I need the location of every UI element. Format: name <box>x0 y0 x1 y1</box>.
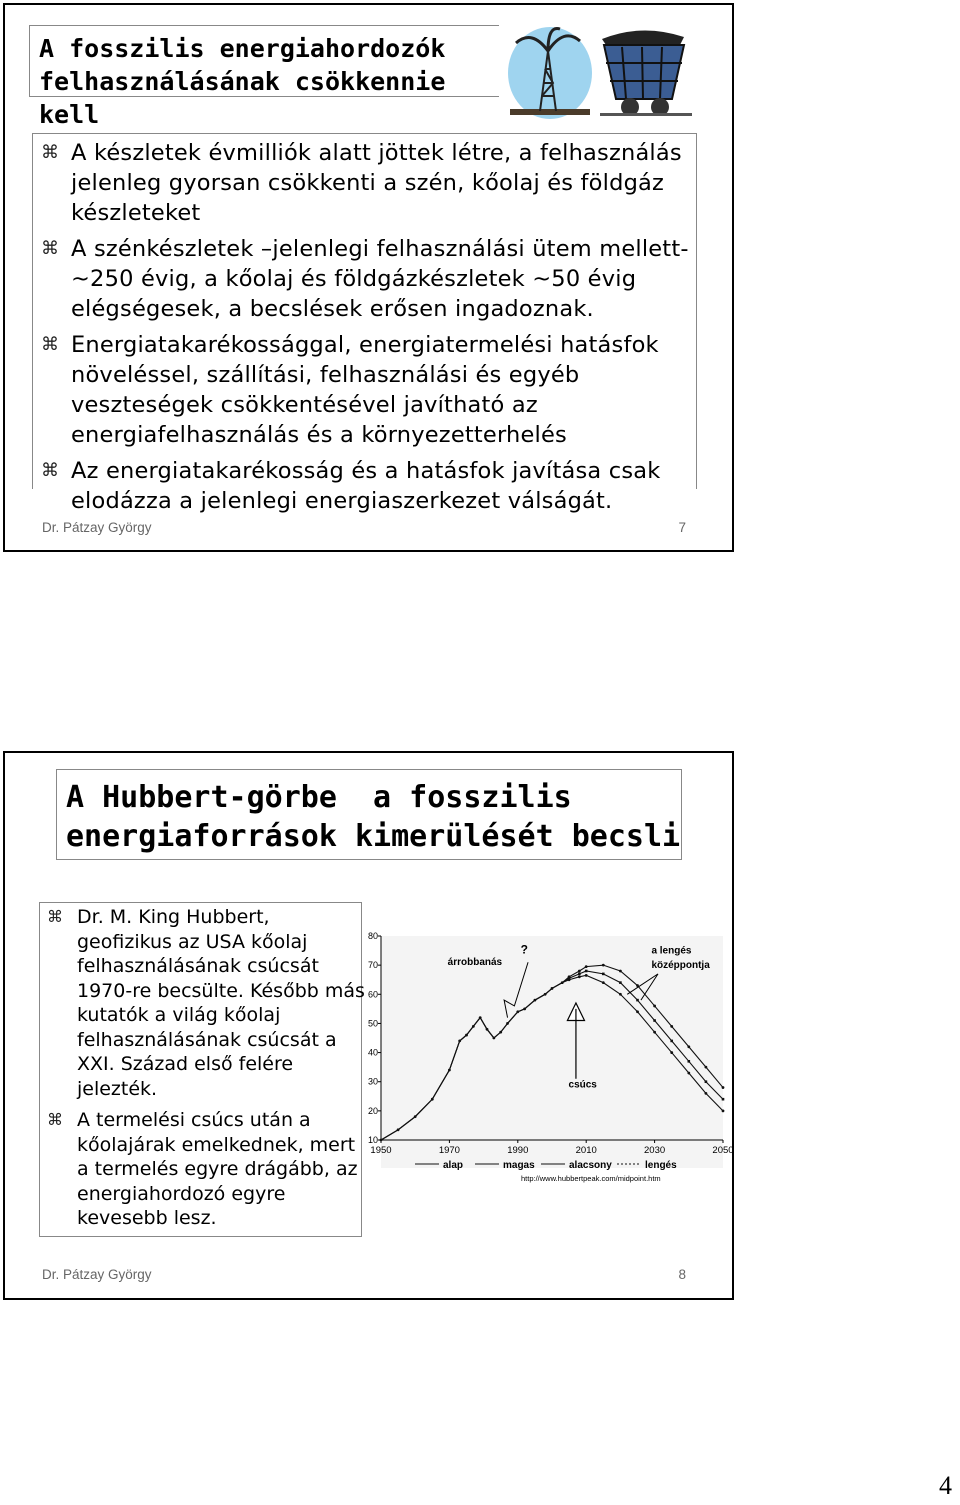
bullet-text: Energiatakarékossággal, energiatermelési hatásfok növeléssel, szállítási, felhasználási és egyéb veszteségek csökkentésével javítható az energiafelhasználás és a környezetterhelés <box>71 332 659 448</box>
x-tick-label: 1970 <box>438 1145 460 1156</box>
legend-label: alacsony <box>569 1160 612 1171</box>
data-point <box>602 981 605 984</box>
slide-title-line-2: energiaforrások kimerülését becsli <box>66 819 681 854</box>
data-point <box>653 1005 656 1008</box>
footer-author: Dr. Pátzay György <box>42 1267 152 1282</box>
legend-label: magas <box>503 1160 535 1171</box>
data-point <box>722 1086 725 1089</box>
slide-title <box>29 25 499 129</box>
bullet-text: A szénkészletek –jelenlegi felhasználási ütem mellett- ~250 évig, a kőolaj és földgázkészletek ~50 évig elégségesek, a becslések erősen ingadoznak. <box>71 236 689 322</box>
command-key-icon: ⌘ <box>41 460 60 481</box>
coal-cart-icon <box>600 30 692 116</box>
command-key-icon: ⌘ <box>47 1110 63 1129</box>
bullet-item <box>41 456 721 516</box>
data-point <box>619 970 622 973</box>
x-tick-label: 1990 <box>507 1145 529 1156</box>
y-tick-label: 70 <box>367 960 378 971</box>
y-tick-label: 60 <box>367 989 378 1000</box>
data-point <box>722 1098 725 1101</box>
oil-and-coal-illustration <box>502 21 702 121</box>
slide-title-line-2: felhasználásának csökkennie kell <box>39 67 446 129</box>
data-point <box>578 970 581 973</box>
data-point <box>687 1072 690 1075</box>
slide-title <box>56 769 682 860</box>
x-tick-label: 2030 <box>644 1145 666 1156</box>
data-point <box>705 1080 708 1083</box>
command-key-icon: ⌘ <box>41 238 60 259</box>
bullet-text: Dr. M. King Hubbert, geofizikus az USA kőolaj felhasználásának csúcsát 1970-re becsülte. Később más kutatók a világ kőolaj felhasználásának csúcsát a XXI. Század első felére jelezték. <box>77 906 365 1100</box>
x-tick-label: 2050 <box>712 1145 734 1156</box>
bullet-list <box>47 905 367 1238</box>
footer-author: Dr. Pátzay György <box>42 520 152 535</box>
data-point <box>687 1045 690 1048</box>
data-point <box>636 999 639 1002</box>
data-point <box>585 970 588 973</box>
footer-slide-number: 7 <box>678 520 686 535</box>
data-point <box>619 993 622 996</box>
annotation-label: árrobbanás <box>447 957 503 969</box>
legend-label: alap <box>443 1160 464 1171</box>
data-point <box>653 1031 656 1034</box>
command-key-icon: ⌘ <box>47 907 63 926</box>
annotation-label: ? <box>520 942 528 957</box>
slide-8 <box>3 751 734 1300</box>
y-tick-label: 40 <box>367 1047 378 1058</box>
bullet-item <box>47 905 367 1101</box>
command-key-icon: ⌘ <box>41 142 60 163</box>
bullet-item <box>41 234 721 324</box>
y-tick-label: 50 <box>367 1018 378 1029</box>
data-point <box>653 1019 656 1022</box>
data-point <box>705 1092 708 1095</box>
data-point <box>568 975 571 978</box>
bullet-text: A készletek évmilliók alatt jöttek létre, a felhasználás jelenleg gyorsan csökkenti a szén, kőolaj és földgáz készleteket <box>71 140 682 226</box>
data-point <box>705 1066 708 1069</box>
slide-title-line-1: A Hubbert-görbe a fosszilis <box>66 780 572 815</box>
data-point <box>602 973 605 976</box>
data-point <box>670 1040 673 1043</box>
y-tick-label: 10 <box>367 1135 378 1145</box>
data-point <box>670 1051 673 1054</box>
hubbert-curve-chart <box>363 928 738 1193</box>
x-tick-label: 1950 <box>370 1145 392 1156</box>
data-point <box>585 965 588 968</box>
bullet-text: A termelési csúcs után a kőolajárak emelkednek, mert a termelés egyre drágább, az energiahordozó egyre kevesebb lesz. <box>77 1109 358 1229</box>
page-number: 4 <box>939 1471 952 1500</box>
bullet-item <box>47 1108 367 1231</box>
y-tick-label: 30 <box>367 1076 378 1087</box>
footer-slide-number: 8 <box>678 1267 686 1282</box>
data-point <box>688 1060 691 1063</box>
legend-label: lengés <box>645 1160 677 1171</box>
data-point <box>578 973 581 976</box>
bullet-text: Az energiatakarékosság és a hatásfok javítása csak elodázza a jelenlegi energiaszerkezet válságát. <box>71 458 661 514</box>
annotation-label: csúcs <box>568 1079 597 1091</box>
y-tick-label: 20 <box>367 1105 378 1116</box>
bullet-item <box>41 138 721 228</box>
bullet-item <box>41 330 721 450</box>
data-point <box>585 974 588 977</box>
data-point <box>602 964 605 967</box>
chart-source: http://www.hubbertpeak.com/midpoint.htm <box>521 1174 661 1183</box>
data-point <box>619 981 622 984</box>
y-tick-label: 80 <box>367 931 378 941</box>
slide-title-line-1: A fosszilis energiahordozók <box>39 34 446 63</box>
command-key-icon: ⌘ <box>41 334 60 355</box>
data-point <box>578 975 581 978</box>
x-tick-label: 2010 <box>575 1145 597 1156</box>
data-point <box>670 1025 673 1028</box>
annotation-label: középpontja <box>651 960 710 972</box>
annotation-label: a lengés <box>651 945 692 957</box>
bullet-list <box>41 138 721 522</box>
data-point <box>636 1010 639 1013</box>
slide-7 <box>3 3 734 552</box>
data-point <box>722 1109 725 1112</box>
ground <box>510 109 590 115</box>
